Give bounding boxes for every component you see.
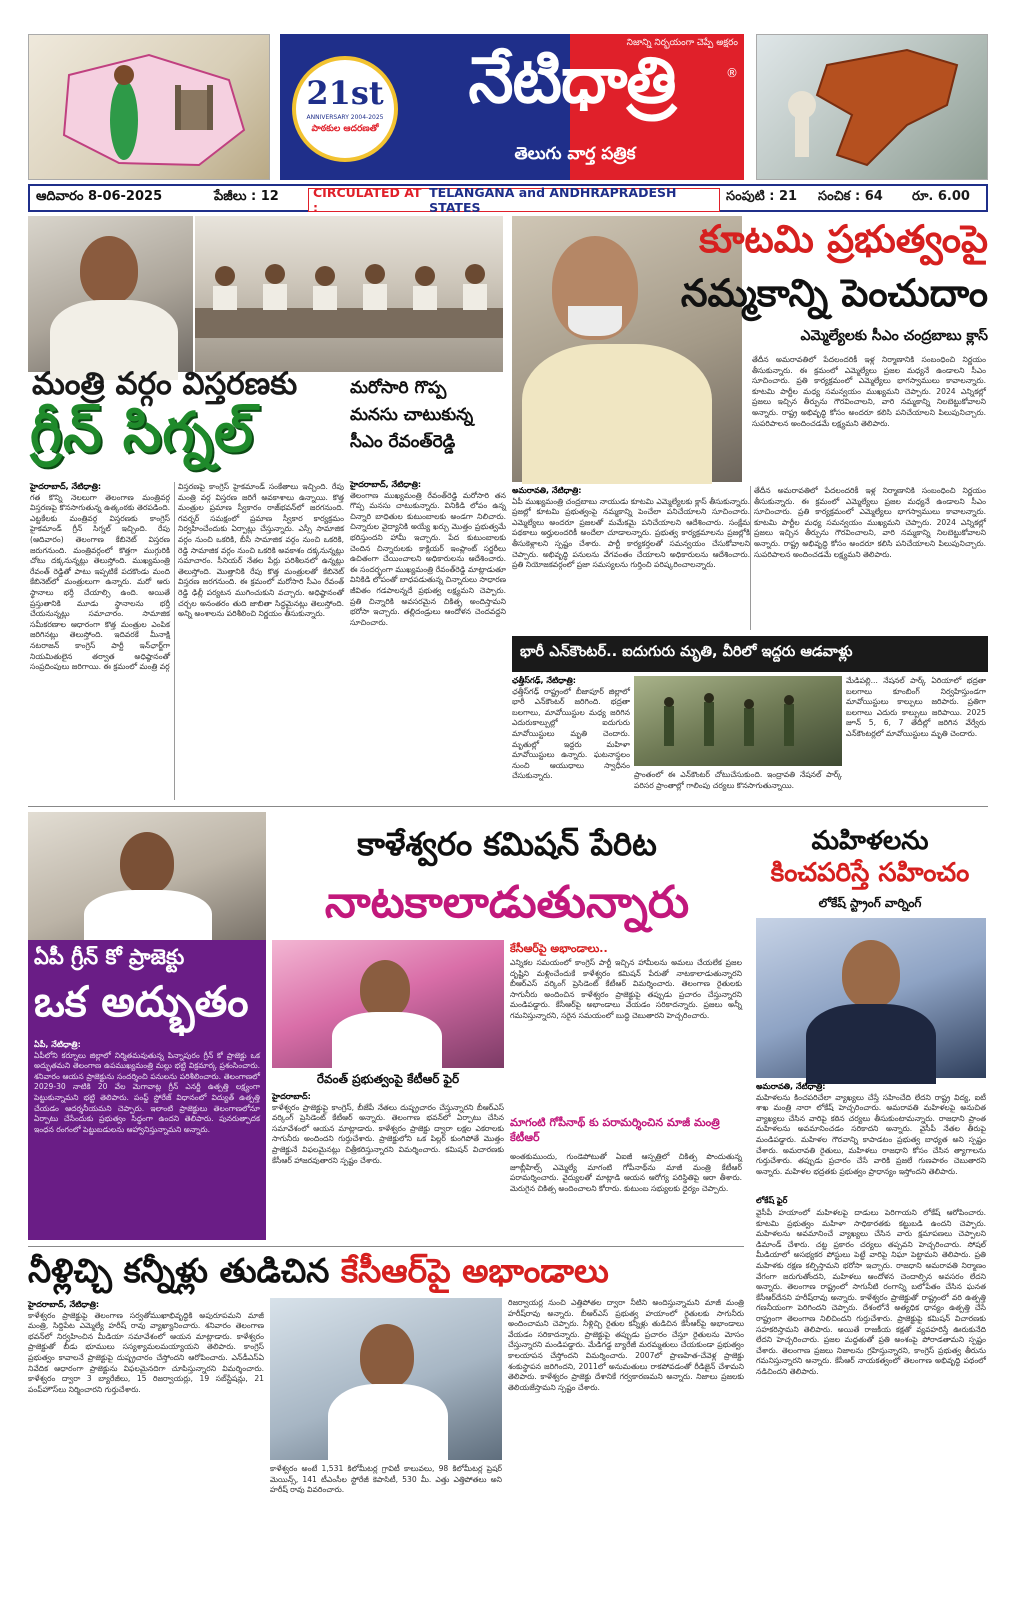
generous-headline-line1: మరోసారి గొప్ప bbox=[350, 378, 447, 398]
generous-body-text: తెలంగాణ ముఖ్యమంత్రి రేవంత్‌రెడ్డి మరోసారి తన గొప్ప మనసు చాటుకున్నారు. వినికిడి లోపం ఉన్న చిన్నారి బాధితుల కుటుంబాలకు అండగా నిలిచారు. చిన్నారుల వైద్యానికి అయ్యే ఖర్చు మొత్తం ప్రభుత్వమే భరిస్తుందని హామీ ఇచ్చారు. పేద కుటుంబాలకు చెందిన చిన్నారులకు కాక్లియర్ ఇంప్లాంట్ సర్జరీలు ఉచితంగా చేయించాలని అధికారులను ఆదేశించారు. ఈ సందర్భంగా ముఖ్యమంత్రి రేవంత్‌రెడ్డి మాట్లాడుతూ వినికిడి లోపంతో బాధపడుతున్న చిన్నారులు సాధారణ జీవితం గడపాలన్నదే ప్రభుత్వ లక్ష్యమని చెప్పారు. ప్రతి చిన్నారికి అవసరమైన చికిత్స అందిస్తామని భరోసా ఇచ్చారు. తల్లిదండ్రులు ఆందోళన చెందవద్దని సూచించారు. bbox=[350, 490, 506, 627]
greenko-byline: ఏపీ, నేటిధాత్రి: bbox=[34, 1040, 81, 1049]
encounter-body-left bbox=[512, 676, 630, 781]
lokesh-headline-line1: మహిళలను bbox=[811, 826, 929, 856]
trust-body-text: ఏపీ ముఖ్యమంత్రి చంద్రబాబు నాయుడు కూటమి ఎమ్మెల్యేలకు క్లాస్ తీసుకున్నారు. ప్రజల్లో కూటమి ప్రభుత్వంపై నమ్మకాన్ని పెంచేలా పనిచేయాలని సూచించారు. ఎమ్మెల్యేలు అందరూ ప్రజలతో మమేకమై పనిచేయాలని ఆదేశించారు. సంక్షేమ పథకాలు అర్హులందరికీ అందేలా చూడాలన్నారు. ప్రభుత్వ కార్యక్రమాలను ప్రజల్లోకి తీసుకెళ్లాలని స్పష్టం చేశారు. పార్టీ కార్యకర్తలతో సమన్వయం చేసుకోవాలని చెప్పారు. అభివృద్ధి పనులను వేగవంతం చేయాలని అధికారులను ఆదేశించారు. ప్రతి నియోజకవర్గంలో ప్రజా సమస్యలను గుర్తించి పరిష్కరించాలన్నారు. bbox=[512, 496, 750, 570]
andhra-map-panel bbox=[756, 34, 988, 180]
generous-headline-line3: సీఎం రేవంత్‌రెడ్డి bbox=[350, 432, 456, 452]
masthead bbox=[28, 34, 988, 184]
section-divider bbox=[28, 1246, 744, 1247]
lokesh-body-text: మహిళలను కించపరిచేలా వ్యాఖ్యలు చేస్తే సహించేది లేదని రాష్ట్ర విద్య, ఐటీ శాఖ మంత్రి నారా లోకేష్ హెచ్చరించారు. అమరావతి మహిళలపై అనుచిత వ్యాఖ్యలు చేసిన వారిపై కఠిన చర్యలు తీసుకుంటామన్నారు. రాజధాని ప్రాంత మహిళలను అవమానించడం సరికాదని అన్నారు. వైసీపీ నేతల తీరుపై మండిపడ్డారు. మహిళల గౌరవాన్ని కాపాడటం ప్రభుత్వ బాధ్యత అని స్పష్టం చేశారు. అమరావతి రైతులు, మహిళలు రాజధాని కోసం చేసిన త్యాగాలను గుర్తుచేశారు. తప్పుడు ప్రచారం చేసే వారికి ప్రజలే గుణపాఠం చెబుతారని అన్నారు. మహిళల భద్రతకు ప్రభుత్వం ప్రాధాన్యం ఇస్తోందని తెలిపారు. bbox=[756, 1092, 986, 1176]
lokesh-byline: అమరావతి, నేటిధాత్రి: bbox=[756, 1082, 826, 1091]
kaleshwaram-byline: హైదరాబాద్: bbox=[272, 1092, 311, 1101]
anniversary-number: 21st bbox=[306, 74, 384, 112]
cabinet-headline-line1: మంత్రి వర్గం విస్తరణకు bbox=[32, 366, 298, 402]
harish-rao-photo bbox=[270, 1298, 502, 1460]
circulated-states: TELANGANA and ANDHRAPRADESH STATES bbox=[429, 185, 677, 215]
page-count: పేజీలు : 12 bbox=[214, 189, 279, 204]
ktr-photo bbox=[272, 940, 504, 1068]
cabinet-body-col1 bbox=[30, 482, 170, 802]
tears-headline-part2: కేసీఆర్‌పై అభాండాలు bbox=[340, 1251, 609, 1290]
greenko-body-text: ఏపీలోని కర్నూలు జిల్లాలో నిర్మితమవుతున్న పిన్నాపురం గ్రీన్ కో ప్రాజెక్టు ఒక అద్భుతమని తెలంగాణ ఉపముఖ్యమంత్రి మల్లు భట్టి విక్రమార్క ప్రశంసించారు. శనివారం ఆయన ప్రాజెక్టును సందర్శించి పనులను పరిశీలించారు. తెలంగాణలో 2029-30 నాటికి 20 వేల మెగావాట్ల గ్రీన్ ఎనర్జీ ఉత్పత్తి లక్ష్యంగా పెట్టుకున్నామని భట్టి తెలిపారు. పంప్డ్ స్టోరేజ్ విధానంలో విద్యుత్ ఉత్పత్తి చేయడం ఆదర్శనీయమని చెప్పారు. ఇలాంటి ప్రాజెక్టులు తెలంగాణలోనూ ఏర్పాటు చేసేందుకు ప్రభుత్వం సిద్ధంగా ఉందని తెలిపారు. పునరుత్పాదక ఇంధన రంగంలో పెట్టుబడులను ఆహ్వానిస్తున్నామని అన్నారు. bbox=[34, 1050, 260, 1134]
greenko-body bbox=[34, 1040, 260, 1236]
anniversary-text: ANNIVERSARY 2004-2025 bbox=[306, 114, 384, 121]
tears-byline: హైదరాబాద్, నేటిధాత్రి: bbox=[28, 1300, 100, 1309]
andhra-map-illustration bbox=[757, 35, 989, 181]
ktr-visit-kicker: మాగంటి గోపీనాథ్ కు పరామర్శించిన మాజీ మంత్రి కేటీఆర్ bbox=[510, 1116, 720, 1144]
encounter-body-bottom: ప్రాంతంలో ఈ ఎన్‌కౌంటర్ చోటుచేసుకుంది. ఇంద్రావతి నేషనల్ పార్క్ పరిసర ప్రాంతాల్లో గాలింపు చర్యలు కొనసాగుతున్నాయి. bbox=[634, 770, 842, 790]
circulation-label bbox=[308, 185, 720, 215]
encounter-headline-bar bbox=[512, 636, 988, 672]
cabinet-meeting-photo bbox=[195, 216, 503, 372]
greenko-headline-line2: ఒక అద్భుతం bbox=[34, 977, 249, 1026]
soldiers-illustration bbox=[634, 676, 842, 766]
tears-body-col2: రిజర్వాయర్ల నుంచి ఎత్తిపోతల ద్వారా నీటిని అందిస్తున్నామని మాజీ మంత్రి హరీష్‌రావు అన్నారు. బీఆర్ఎస్ ప్రభుత్వ హయాంలో రైతులకు సాగునీరు అందించామని చెప్పారు. నీళ్లిచ్చి రైతుల కన్నీళ్లు తుడిచిన కేసీఆర్‌పై అభాండాలు వేయడం సరికాదన్నారు. ప్రాజెక్టుపై తప్పుడు ప్రచారం చేస్తూ రైతులను మోసం చేస్తున్నారని మండిపడ్డారు. మేడిగడ్డ బ్యారేజీ మరమ్మతులు చేయకుండా ప్రభుత్వం కాలయాపన చేస్తోందని విమర్శించారు. 2007లో ప్రాణహిత-చేవెళ్ల ప్రాజెక్టు శంకుస్థాపన జరిగిందని, 2011లో అనుమతులు రాకపోవడంతో రీడిజైన్ చేశామని తెలిపారు. కాళేశ్వరం ప్రాజెక్టు దేశానికే గర్వకారణమని అన్నారు. నిజాలు ప్రజలకు తెలియజేస్తామని స్పష్టం చేశారు. bbox=[508, 1298, 744, 1392]
bhatti-photo bbox=[28, 812, 266, 940]
masthead-subtitle: తెలుగు వార్త పత్రిక bbox=[514, 144, 636, 164]
encounter-headline: భారీ ఎన్‌కౌంటర్.. ఐదుగురు మృతి, వీరిలో ఇద్దరు ఆడవాళ్లు bbox=[520, 644, 853, 660]
tears-headline bbox=[28, 1251, 744, 1290]
price: రూ. 6.00 bbox=[912, 189, 970, 204]
meeting-table-illustration bbox=[195, 216, 503, 372]
dateline-bar bbox=[28, 184, 988, 215]
encounter-body-right: మేడిపల్లి... నేషనల్ పార్క్ ఏరియాలో భద్రతా బలగాలు కూంబింగ్ నిర్వహిస్తుండగా మావోయిస్టులు కాల్పులు జరిపారు. ప్రతిగా బలగాలు ఎదురు కాల్పులు జరిపాయి. 2025 జూన్ 5, 6, 7 తేదీల్లో జరిగిన వేర్వేరు ఎన్‌కౌంటర్లలో మావోయిస్టులు మృతి చెందారు. bbox=[846, 676, 986, 738]
section-divider bbox=[28, 806, 988, 807]
cabinet-headline-line2: గ్రీన్ సిగ్నల్ bbox=[30, 400, 254, 464]
kaleshwaram-side-body: ఎన్నికల సమయంలో కాంగ్రెస్ పార్టీ ఇచ్చిన హామీలను అమలు చేయలేక ప్రజల దృష్టిని మళ్లించేందుకే కాళేశ్వరం కమిషన్ పేరుతో నాటకాలాడుతున్నారని బీఆర్ఎస్ వర్కింగ్ ప్రెసిడెంట్ కేటీఆర్ విమర్శించారు. తెలంగాణ రైతులకు సాగునీరు అందించిన కాళేశ్వరం ప్రాజెక్టుపై తప్పుడు ప్రచారం చేస్తున్నారని మండిపడ్డారు. కేసీఆర్‌పై అభాండాలు వేయడం సరికాదన్నారు. ప్రజలు అన్నీ గమనిస్తున్నారని, సరైన సమయంలో బుద్ధి చెబుతారని హెచ్చరించారు. bbox=[510, 958, 742, 1020]
cabinet-byline: హైదరాబాద్, నేటిధాత్రి: bbox=[30, 482, 102, 491]
revanth-photo bbox=[28, 216, 193, 372]
issue-number: సంచిక : 64 bbox=[818, 189, 883, 204]
cabinet-body-text: గత కొన్ని నెలలుగా తెలంగాణ మంత్రివర్గ విస్తరణపై కొనసాగుతున్న ఉత్కంఠకు తెరపడింది. ఎట్టకేలకు మంత్రివర్గ విస్తరణకు కాంగ్రెస్ హైకమాండ్ గ్రీన్ సిగ్నల్ ఇచ్చింది. రేపు (ఆదివారం) తెలంగాణ కేబినెట్ విస్తరణ జరుగనుంది. మంత్రివర్గంలో కొత్తగా ముగ్గురికి చోటు దక్కనున్నట్లు తెలుస్తోంది. ముఖ్యమంత్రి రేవంత్ రెడ్డితో పాటు ఇప్పటికే పదకొండు మంది కేబినెట్‌లో మంత్రులుగా ఉన్నారు. మరో ఆరు స్థానాలు భర్తీ చేయాల్సి ఉంది. అయితే ప్రస్తుతానికి మూడు స్థానాలను భర్తీ చేయనున్నట్లు సమాచారం. సామాజిక సమీకరణాల ఆధారంగా కొత్త మంత్రుల ఎంపిక జరిగినట్లు తెలుస్తోంది. ఇదివరకే మీనాక్షి నటరాజన్ కాంగ్రెస్ పార్టీ ఇన్‌ఛార్జ్‌గా నియమితులైన తర్వాత అధిష్ఠానంతో సంప్రదింపులు జరిగాయి. ఈ క్రమంలో మంత్రి వర్గ bbox=[30, 492, 170, 672]
masthead-title: నేటిధాత్రి bbox=[468, 44, 676, 118]
trust-headline-line1: కూటమి ప్రభుత్వంపై bbox=[699, 217, 988, 261]
trust-headline-line2: నమ్మకాన్ని పెంచుదాం bbox=[680, 271, 988, 315]
trust-subhead: ఎమ్మెల్యేలకు సీఎం చంద్రబాబు క్లాస్ bbox=[800, 328, 988, 344]
lokesh-headline-line2: కించపరిస్తే సహించం bbox=[770, 858, 970, 888]
kaleshwaram-side-kicker: కేసీఆర్‌పై అభాండాలు.. bbox=[510, 942, 608, 955]
lokesh-kicker: లోకేష్ ఫైర్ bbox=[756, 1196, 788, 1205]
kaleshwaram-body bbox=[272, 1092, 504, 1242]
anniversary-badge bbox=[292, 56, 398, 162]
anniversary-motto: పాఠకుల ఆదరణతో bbox=[311, 124, 379, 134]
lokesh-subhead: లోకేష్ స్ట్రాంగ్ వార్నింగ్ bbox=[818, 896, 922, 910]
generous-body bbox=[350, 480, 506, 800]
logo-panel bbox=[280, 34, 744, 180]
trust-body-col2: తేదీన అమరావతిలో పేదలందరికీ ఇళ్ల నిర్మాణానికి సంబంధించి నిర్ణయం తీసుకున్నారు. ఈ క్రమంలో ఎమ్మెల్యేలు ప్రజల మధ్యనే ఉండాలని సీఎం సూచించారు. ప్రతి కార్యక్రమంలో ఎమ్మెల్యేలు భాగస్వాములు కావాలన్నారు. కూటమి పార్టీల మధ్య సమన్వయం ముఖ్యమని చెప్పారు. 2024 ఎన్నికల్లో ప్రజలు ఇచ్చిన తీర్పును గౌరవించాలని, వారి నమ్మకాన్ని నిలబెట్టుకోవాలని అన్నారు. రాష్ట్ర అభివృద్ధి కోసం అందరూ కలిసి పనిచేయాలని పిలుపునిచ్చారు. సుపరిపాలన అందించడమే లక్ష్యమని తెలిపారు. bbox=[752, 355, 986, 428]
trust-body-col3: తేదీన అమరావతిలో పేదలందరికీ ఇళ్ల నిర్మాణానికి సంబంధించి నిర్ణయం తీసుకున్నారు. ఈ క్రమంలో ఎమ్మెల్యేలు ప్రజల మధ్యనే ఉండాలని సీఎం సూచించారు. ప్రతి కార్యక్రమంలో ఎమ్మెల్యేలు భాగస్వాములు కావాలన్నారు. కూటమి పార్టీల మధ్య సమన్వయం ముఖ్యమని చెప్పారు. 2024 ఎన్నికల్లో ప్రజలు ఇచ్చిన తీర్పును గౌరవించాలని, వారి నమ్మకాన్ని నిలబెట్టుకోవాలని అన్నారు. రాష్ట్ర అభివృద్ధి కోసం అందరూ కలిసి పనిచేయాలని పిలుపునిచ్చారు. సుపరిపాలన అందించడమే లక్ష్యమని తెలిపారు. bbox=[754, 486, 986, 559]
kaleshwaram-body-text: కాళేశ్వరం ప్రాజెక్టుపై కాంగ్రెస్, బీజేపీ నేతలు దుష్ప్రచారం చేస్తున్నారని బీఆర్ఎస్ వర్కింగ్ ప్రెసిడెంట్ కేటీఆర్ అన్నారు. తెలంగాణ భవన్‌లో ఏర్పాటు చేసిన సమావేశంలో ఆయన మాట్లాడారు. కాళేశ్వరం ప్రాజెక్టు ద్వారా లక్షల ఎకరాలకు సాగునీరు అందిందని గుర్తుచేశారు. ప్రాజెక్టులోని ఒక పిల్లర్ కుంగిపోతే మొత్తం ప్రాజెక్టునే విఫలమైనట్లు చిత్రీకరిస్తున్నారని విమర్శించారు. కమిషన్ విచారణకు కేసీఆర్ హాజరవుతారని స్పష్టం చేశారు. bbox=[272, 1102, 504, 1165]
generous-headline-line2: మనసు చాటుకున్న bbox=[350, 405, 474, 425]
issue-date: ఆదివారం 8-06-2025 bbox=[36, 189, 163, 204]
volume-number: సంపుటి : 21 bbox=[726, 189, 798, 204]
tagline: నిజాన్ని నిర్భయంగా చెప్పే అక్షరం bbox=[626, 38, 738, 48]
trust-byline: అమరావతి, నేటిధాత్రి: bbox=[512, 486, 582, 495]
column-divider bbox=[174, 482, 175, 800]
telangana-map-panel bbox=[28, 34, 270, 180]
ktr-visit-body: అంతకుముందు, గుండెపోటుతో ఏఐజీ ఆస్పత్రిలో చికిత్స పొందుతున్న జూబ్లీహిల్స్ ఎమ్మెల్యే మాగంటి గోపీనాథ్‌ను మాజీ మంత్రి కేటీఆర్ పరామర్శించారు. వైద్యులతో మాట్లాడి ఆయన ఆరోగ్య పరిస్థితిపై ఆరా తీశారు. మెరుగైన చికిత్స అందించాలని కోరారు. కుటుంబ సభ్యులకు ధైర్యం చెప్పారు. bbox=[510, 1152, 742, 1193]
encounter-photo bbox=[634, 676, 842, 766]
generous-byline: హైదరాబాద్, నేటిధాత్రి: bbox=[350, 480, 422, 489]
encounter-byline: ఛత్తీస్‌గఢ్, నేటిధాత్రి: bbox=[512, 676, 576, 685]
ktr-photo-caption: రేవంత్ ప్రభుత్వంపై కేటీఆర్ ఫైర్ bbox=[316, 1072, 460, 1086]
lokesh-body2: వైసీపీ హయాంలో మహిళలపై దాడులు పెరిగాయని లోకేష్ ఆరోపించారు. కూటమి ప్రభుత్వం మహిళా సాధికారతకు కట్టుబడి ఉందని చెప్పారు. మహిళలను అవమానించే వ్యాఖ్యలు చేసిన వారు క్షమాపణలు చెప్పాలని డిమాండ్ చేశారు. చట్ట ప్రకారం చర్యలు తప్పవని హెచ్చరించారు. సోషల్ మీడియాలో అసభ్యకర పోస్టులు పెట్టే వారిపై నిఘా పెట్టామని తెలిపారు. ప్రతి మహిళకు రక్షణ కల్పిస్తామని భరోసా ఇచ్చారు. రాజధాని అమరావతి నిర్మాణం వేగంగా జరుగుతోందని, మహిళలు ఆందోళన చెందాల్సిన అవసరం లేదని అన్నారు. తెలంగాణ రాష్ట్రంలో సాగునీటి రంగాన్ని బలోపేతం చేసిన ఘనత కేసీఆర్‌దేనని హరీష్‌రావు అన్నారు. కాళేశ్వరం ప్రాజెక్టుతో రాష్ట్రంలో వరి ఉత్పత్తి గణనీయంగా పెరిగిందని చెప్పారు. దేశంలోనే అత్యధిక ధాన్యం ఉత్పత్తి చేసే రాష్ట్రంగా తెలంగాణ నిలిచిందని గుర్తుచేశారు. ప్రాజెక్టుపై కమిషన్ విచారణకు సహకరిస్తామని తెలిపారు. అయితే రాజకీయ కక్షతో వ్యవహరిస్తే ఊరుకునేది లేదని హెచ్చరించారు. ప్రజల మద్దతుతో ప్రతి అంశంపై పోరాడతామని స్పష్టం చేశారు. తెలంగాణ ప్రజలు నిజాలను గ్రహిస్తున్నారని, కాంగ్రెస్ ప్రభుత్వ తీరును గమనిస్తున్నారని అన్నారు. కేసీఆర్ నాయకత్వంలో తెలంగాణ అభివృద్ధి పథంలో నడిచిందని తెలిపారు. bbox=[756, 1208, 986, 1376]
kaleshwaram-headline-line1: కాళేశ్వరం కమిషన్ పేరిట bbox=[357, 825, 657, 863]
column-divider bbox=[750, 486, 751, 630]
cabinet-body-col2: విస్తరణపై కాంగ్రెస్ హైకమాండ్ సంకేతాలు ఇచ్చింది. రేపు మంత్రి వర్గ విస్తరణ జరిగే అవకాశాలు ఉన్నాయి. కొత్త మంత్రుల ప్రమాణ స్వీకారం రాజ్‌భవన్‌లో జరగనుంది. గవర్నర్ సమక్షంలో ప్రమాణ స్వీకార కార్యక్రమం నిర్వహించేందుకు ఏర్పాట్లు చేస్తున్నారు. ఎస్సీ సామాజిక వర్గం నుంచి ఒకరికి, బీసీ సామాజిక వర్గం నుంచి ఒకరికి, రెడ్డి సామాజిక వర్గం నుంచి ఒకరికి అవకాశం దక్కనున్నట్లు సమాచారం. సీనియర్ నేతల పేర్లు పరిశీలనలో ఉన్నట్లు తెలుస్తోంది. మొత్తానికి రేపు కొత్త మంత్రులతో కేబినెట్ విస్తరణ జరగనుంది. ఈ క్రమంలో మరోసారి సీఎం రేవంత్ రెడ్డి ఢిల్లీ పర్యటన ముగించుకుని వచ్చారు. అధిష్ఠానంతో చర్చల అనంతరం తుది జాబితా సిద్ధమైనట్లు తెలుస్తోంది. అన్ని అంశాలను పరిశీలించి నిర్ణయం తీసుకున్నారు. bbox=[178, 482, 344, 619]
telangana-map-illustration bbox=[29, 35, 271, 181]
harish-photo-caption: కాళేశ్వరం అంటే 1,531 కిలోమీటర్ల గ్రావిటీ కాలువలు, 98 కిలోమీటర్ల ప్రెషర్ మెయిన్స్, 141 టీఎంసీల స్టోరేజీ కెపాసిటీ, 530 మీ. ఎత్తు ఎత్తిపోతలు అని హరీష్ రావు వివరించారు. bbox=[270, 1464, 502, 1495]
tears-headline-part1: నీళ్లిచ్చి కన్నీళ్లు తుడిచిన bbox=[28, 1251, 330, 1290]
greenko-headline-line1: ఏపీ గ్రీన్ కో ప్రాజెక్టు bbox=[34, 945, 185, 969]
tears-body-col1 bbox=[28, 1300, 264, 1590]
trust-body-col1 bbox=[512, 486, 750, 632]
tears-body-col1-text: కాళేశ్వరం ప్రాజెక్టుపై తెలంగాణ సర్వతోముఖాభివృద్ధికి అపురూపమని మాజీ మంత్రి, సిద్దిపేట ఎమ్మెల్యే హరీష్ రావు వ్యాఖ్యానించారు. శనివారం తెలంగాణ భవన్‌లో నిర్వహించిన మీడియా సమావేశంలో ఆయన మాట్లాడారు. కాళేశ్వరం ప్రాజెక్టుతో బీడు భూములు సస్యశ్యామలమయ్యాయని తెలిపారు. కాంగ్రెస్ ప్రభుత్వం కావాలనే ప్రాజెక్టుపై దుష్ప్రచారం చేస్తోందని ఆరోపించారు. ఎన్‌డీఎస్‌ఏ నివేదిక ఆధారంగా ప్రాజెక్టును విఫలమైనదిగా చూపిస్తున్నారని విమర్శించారు. కాళేశ్వరం ద్వారా 3 బ్యారేజీలు, 15 రిజర్వాయర్లు, 19 సబ్‌స్టేషన్లు, 21 పంప్‌హౌస్‌లు నిర్మించారని గుర్తుచేశారు. bbox=[28, 1310, 264, 1394]
lokesh-photo bbox=[756, 918, 986, 1078]
kaleshwaram-headline-line2: నాటకాలాడుతున్నారు bbox=[324, 877, 690, 928]
circulated-at: CIRCULATED AT : bbox=[313, 185, 422, 215]
lokesh-body bbox=[756, 1082, 986, 1192]
registered-mark: ® bbox=[726, 66, 738, 80]
encounter-body-left-text: ఛత్తీస్‌గఢ్ రాష్ట్రంలో బీజాపూర్ జిల్లాలో భారీ ఎన్‌కౌంటర్ జరిగింది. భద్రతా బలగాలు, మావోయిస్టుల మధ్య జరిగిన ఎదురుకాల్పుల్లో ఐదుగురు మావోయిస్టులు మృతి చెందారు. మృతుల్లో ఇద్దరు మహిళా మావోయిస్టులు ఉన్నారు. ఘటనాస్థలం నుంచి ఆయుధాలు స్వాధీనం చేసుకున్నారు. bbox=[512, 686, 630, 781]
